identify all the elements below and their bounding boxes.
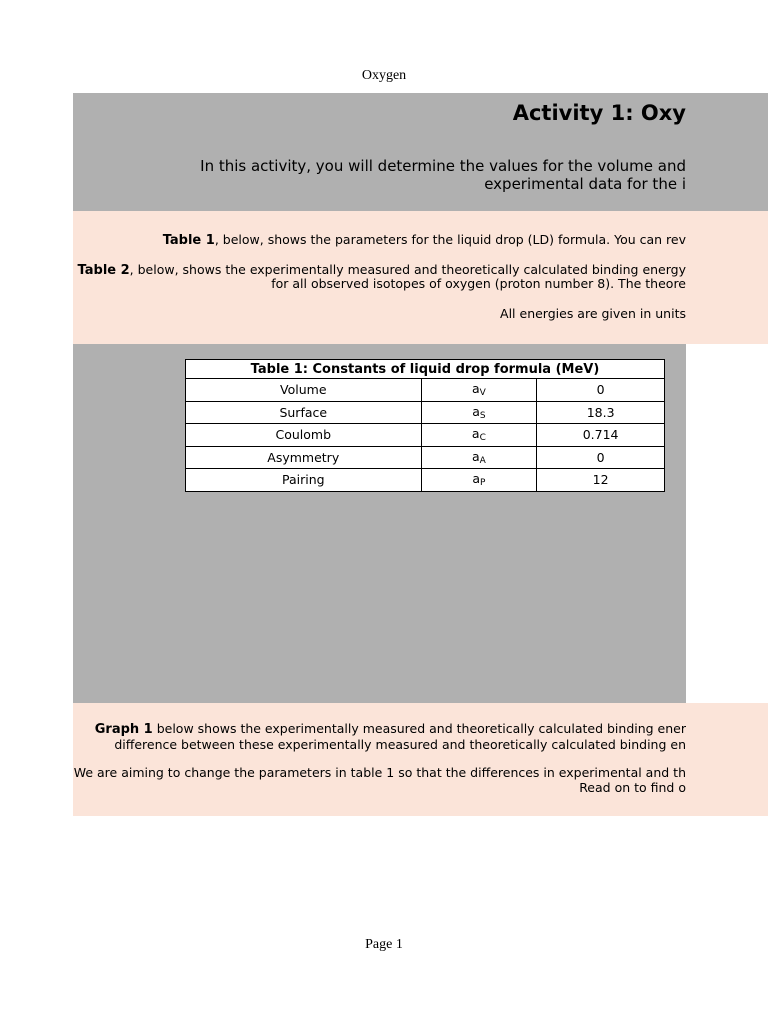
param-value[interactable]: 0 — [537, 446, 665, 469]
table-row — [186, 379, 665, 402]
param-name: Surface — [186, 401, 422, 424]
param-name: Asymmetry — [186, 446, 422, 469]
param-name: Coulomb — [186, 424, 422, 447]
param-symbol: $a_S$ — [421, 401, 537, 424]
graph1-ref: Graph 1 — [94, 722, 153, 737]
constants-table — [185, 359, 665, 492]
graph-paragraph-2-line2: Read on to find o — [579, 780, 686, 795]
table-row — [186, 424, 665, 447]
info-paragraph-1 — [163, 232, 686, 248]
activity-title: Activity 1: Oxy — [512, 101, 686, 125]
intro-line-1: In this activity, you will determine the values for the volume and — [200, 157, 686, 175]
param-name: Volume — [186, 379, 422, 402]
graph-p1-text: below shows the experimentally measured and theoretically calculated binding ener — [152, 721, 686, 736]
intro-section — [73, 93, 768, 211]
graph-paragraph-1 — [95, 721, 686, 737]
param-name: Pairing — [186, 469, 422, 492]
param-symbol: $a_V$ — [421, 379, 537, 402]
info-p1-text: , below, shows the parameters for the liquid drop (LD) formula. You can rev — [214, 232, 686, 247]
table-row — [186, 401, 665, 424]
page-header: Oxygen — [361, 68, 407, 83]
table-row — [186, 469, 665, 492]
param-symbol: $a_P$ — [421, 469, 537, 492]
intro-line-2: experimental data for the i — [484, 175, 686, 193]
param-symbol: $a_A$ — [421, 446, 537, 469]
page-footer: Page 1 — [365, 937, 403, 952]
table2-ref: Table 2 — [77, 263, 130, 278]
param-value[interactable]: 0.714 — [537, 424, 665, 447]
table-title: Table 1: Constants of liquid drop formula (MeV) — [186, 360, 665, 379]
table1-ref: Table 1 — [162, 233, 215, 248]
table-row — [186, 446, 665, 469]
param-value[interactable]: 12 — [537, 469, 665, 492]
graph-paragraph-2: We are aiming to change the parameters in table 1 so that the differences in experimental and th — [73, 765, 686, 780]
info-units-note: All energies are given in units — [500, 306, 686, 321]
table-section — [73, 344, 686, 703]
info-paragraph-2-line2: for all observed isotopes of oxygen (proton number 8). The theore — [271, 276, 686, 291]
info-p2-text: , below, shows the experimentally measured and theoretically calculated binding energy — [129, 262, 686, 277]
info-section — [73, 211, 768, 344]
param-symbol: $a_C$ — [421, 424, 537, 447]
graph-info-section — [73, 703, 768, 816]
graph-paragraph-1-line2: difference between these experimentally measured and theoretically calculated binding en — [114, 737, 686, 752]
param-value[interactable]: 0 — [537, 379, 665, 402]
param-value[interactable]: 18.3 — [537, 401, 665, 424]
